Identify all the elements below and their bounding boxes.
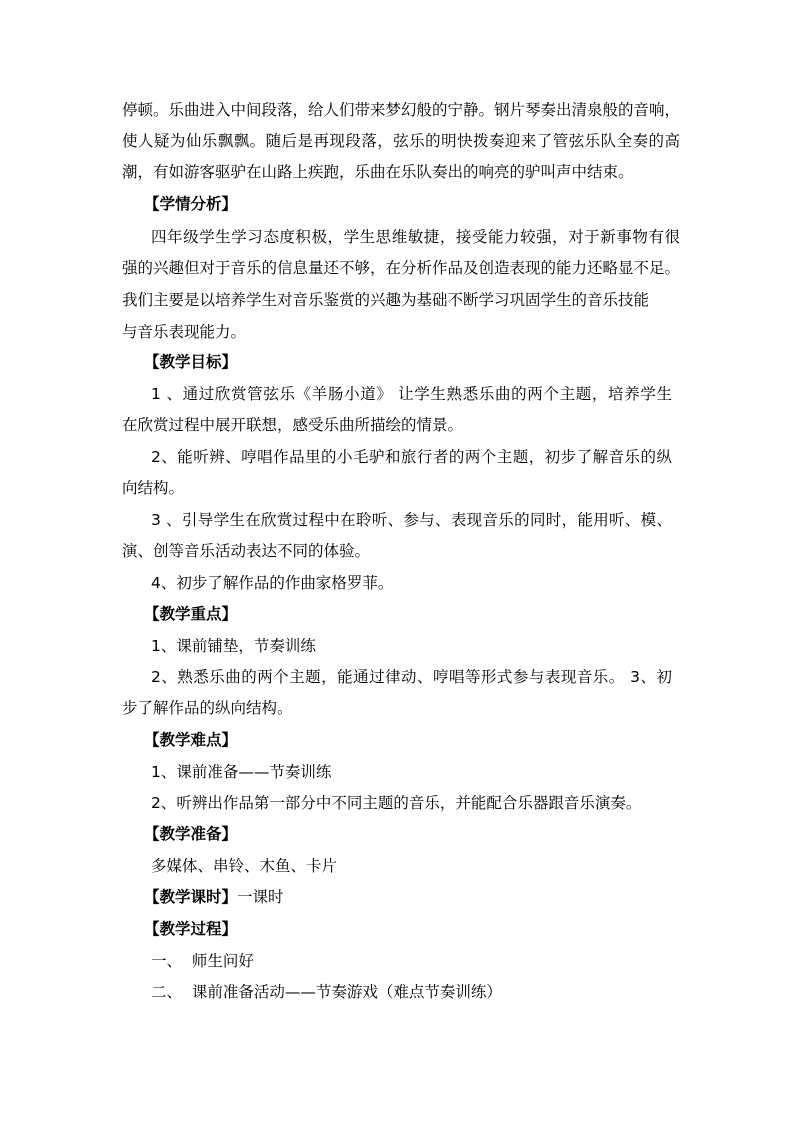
teaching-goal-line-7: 4、初步了解作品的作曲家格罗菲。 [151,574,394,592]
teaching-goal-line-2: 在欣赏过程中展开联想，感受乐曲所描绘的情景。 [122,416,464,434]
class-hours-line [144,886,284,908]
class-hours-heading: 【教学课时】 [144,888,238,906]
student-analysis-heading: 【学情分析】 [144,195,238,213]
process-item-2: 二、 课前准备活动——节奏游戏（难点节奏训练） [151,983,502,1001]
teaching-goal-line-3: 2、能听辨、哼唱作品里的小毛驴和旅行者的两个主题，初步了解音乐的纵 [151,448,672,466]
teaching-goal-line-4: 向结构。 [122,479,185,497]
student-analysis-line-1: 四年级学生学习态度积极，学生思维敏捷，接受能力较强，对于新事物有很 [151,228,680,246]
process-item-1: 一、 师生问好 [151,952,254,970]
student-analysis-line-3: 我们主要是以培养学生对音乐鉴赏的兴趣为基础不断学习巩固学生的音乐技能 [122,291,650,309]
difficulty-line-1: 1、课前准备——节奏训练 [151,763,332,781]
teaching-goal-line-6: 演、创等音乐活动表达不同的体验。 [122,542,371,560]
teaching-goals-heading: 【教学目标】 [144,353,238,371]
key-point-line-3: 步了解作品的纵向结构。 [122,699,293,717]
teaching-goal-line-1: 1 、通过欣赏管弦乐《羊肠小道》 让学生熟悉乐曲的两个主题，培养学生 [151,385,672,403]
student-analysis-line-4: 与音乐表现能力。 [122,323,247,341]
student-analysis-line-2: 强的兴趣但对于音乐的信息量还不够，在分析作品及创造表现的能力还略显不足。 [122,259,681,277]
teaching-goal-line-5: 3 、引导学生在欣赏过程中在聆听、参与、表现音乐的同时，能用听、模、 [151,511,672,529]
difficulty-line-2: 2、听辨出作品第一部分中不同主题的音乐，并能配合乐器跟音乐演奏。 [151,794,642,812]
process-heading: 【教学过程】 [144,920,238,938]
key-point-line-1: 1、课前铺垫，节奏训练 [151,637,316,655]
difficulties-heading: 【教学难点】 [144,731,238,749]
intro-line-3: 潮，有如游客驱驴在山路上疾跑，乐曲在乐队奏出的响亮的驴叫声中结束。 [122,163,634,181]
preparation-text: 多媒体、串铃、木鱼、卡片 [151,857,338,875]
intro-line-2: 使人疑为仙乐飘飘。随后是再现段落，弦乐的明快拨奏迎来了管弦乐队全奏的高 [122,132,680,150]
intro-line-1: 停顿。乐曲进入中间段落，给人们带来梦幻般的宁静。钢片琴奏出清泉般的音响， [122,101,681,119]
key-point-line-2: 2、熟悉乐曲的两个主题，能通过律动、哼唱等形式参与表现音乐。 3、初 [151,668,672,686]
key-points-heading: 【教学重点】 [144,605,238,623]
preparation-heading: 【教学准备】 [144,825,238,843]
class-hours-text: 一课时 [237,888,284,906]
